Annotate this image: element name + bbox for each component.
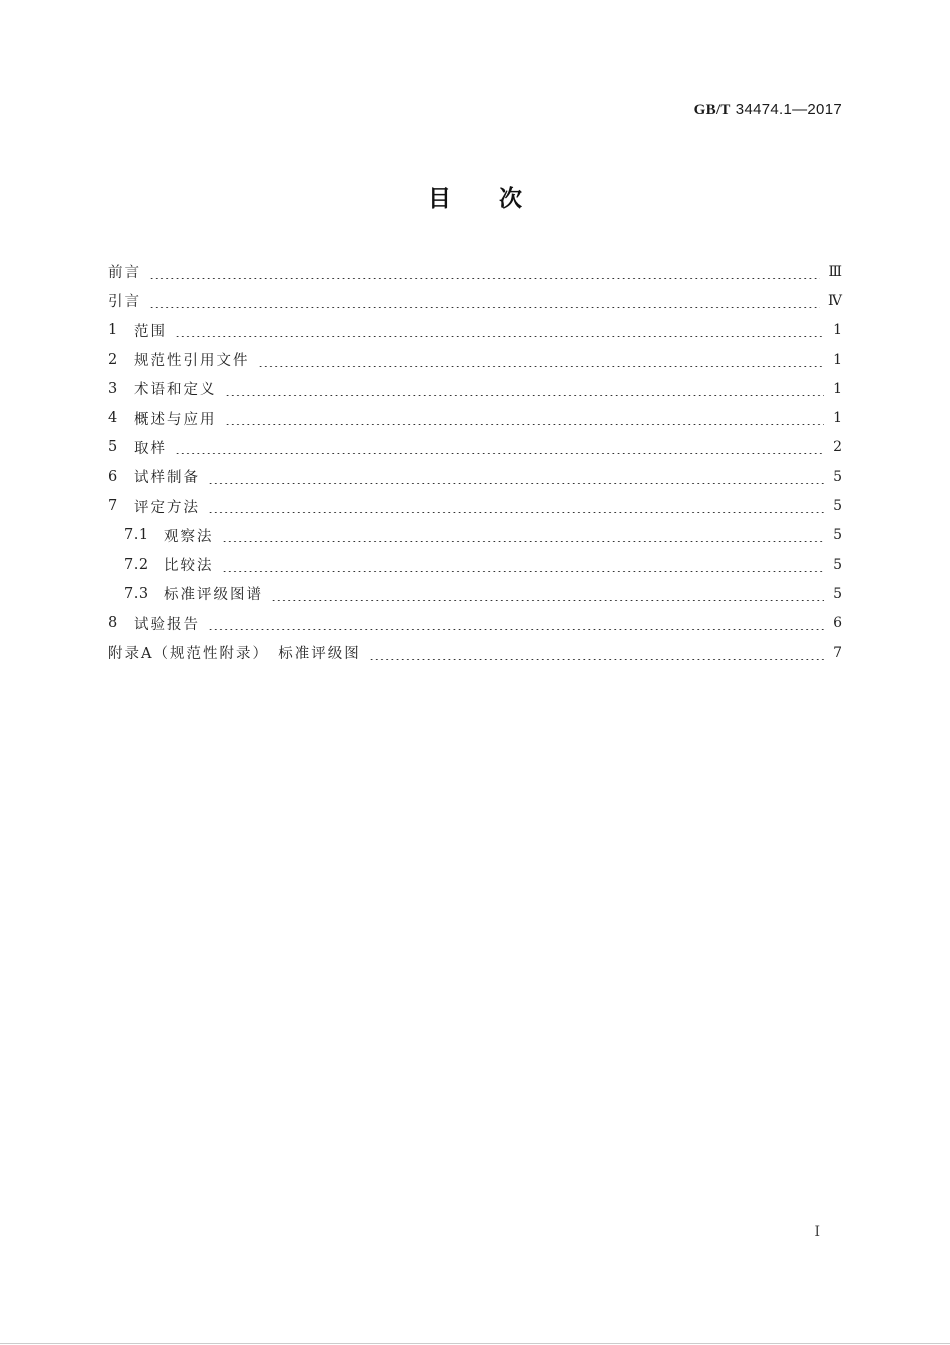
toc-entry-label: 试样制备 (134, 470, 200, 487)
toc-entry-label: 引言 (108, 294, 141, 311)
toc-entry-5[interactable] (108, 433, 842, 462)
toc-entry-label: 范围 (134, 323, 167, 340)
toc-entry-number: 5 (108, 439, 119, 456)
toc-entry-label: 观察法 (164, 528, 214, 545)
toc-entry-number: 8 (108, 615, 119, 632)
toc-entry-page: 7 (833, 644, 842, 661)
toc-entry-number: 7.3 (124, 585, 149, 602)
toc-entry-page: 1 (833, 380, 842, 397)
dot-leader (208, 499, 824, 513)
toc-entry-page: 1 (833, 410, 842, 427)
toc-entry-label: 比较法 (164, 558, 214, 575)
toc-entry-page: 6 (833, 615, 842, 632)
toc-entry-number: 7.2 (124, 556, 149, 573)
toc-entry-number: 7.1 (124, 527, 149, 544)
dot-leader (149, 265, 820, 279)
toc-entry-page: 1 (833, 322, 842, 339)
toc-entry-page: 2 (833, 439, 842, 456)
page-bottom-rule (0, 1343, 950, 1344)
toc-entry-label: 评定方法 (134, 499, 200, 516)
toc-entry-label: 标准评级图谱 (164, 587, 263, 604)
toc-entry-page: 5 (833, 498, 842, 515)
toc-entry-number: 3 (108, 380, 119, 397)
dot-leader (175, 440, 824, 454)
dot-leader (175, 323, 824, 337)
dot-leader (225, 382, 825, 396)
dot-leader (369, 646, 824, 660)
toc-entry-page: 5 (833, 468, 842, 485)
toc-entry-page: 1 (833, 351, 842, 368)
dot-leader (258, 353, 825, 367)
toc-entry-7-3[interactable] (108, 579, 842, 608)
dot-leader (222, 558, 825, 572)
toc-entry-page: 5 (833, 527, 842, 544)
standard-number: 34474.1—2017 (735, 101, 842, 118)
dot-leader (208, 470, 824, 484)
toc-entry-7-1[interactable] (108, 521, 842, 550)
dot-leader (222, 528, 825, 542)
toc-entry-page: 5 (833, 585, 842, 602)
toc-entry-3[interactable] (108, 374, 842, 403)
toc-entry-annex-a[interactable] (108, 638, 842, 667)
toc-entry-label: 前言 (108, 265, 141, 282)
dot-leader (149, 294, 820, 308)
toc-entry-label: 概述与应用 (134, 411, 217, 428)
standard-prefix: GB/T (693, 102, 731, 118)
toc-entry-label: 规范性引用文件 (134, 353, 250, 370)
toc-entry-8[interactable] (108, 609, 842, 638)
toc-entry-2[interactable] (108, 345, 842, 374)
standard-code (694, 100, 842, 119)
toc-entry-number: 6 (108, 468, 119, 485)
toc-entry-7-2[interactable] (108, 550, 842, 579)
toc-entry-page: Ⅲ (828, 263, 842, 280)
toc-entry-page: Ⅳ (828, 292, 842, 309)
dot-leader (225, 411, 825, 425)
toc-entry-1[interactable] (108, 316, 842, 345)
page-number: I (814, 1224, 820, 1240)
toc-entry-introduction[interactable] (108, 286, 842, 315)
toc-entry-label: 术语和定义 (134, 382, 217, 399)
toc-entry-7[interactable] (108, 491, 842, 520)
toc-entry-number: 1 (108, 322, 119, 339)
toc-entry-label: 试验报告 (134, 616, 200, 633)
toc-entry-foreword[interactable] (108, 257, 842, 286)
dot-leader (271, 587, 824, 601)
toc-entry-page: 5 (833, 556, 842, 573)
dot-leader (208, 616, 824, 630)
toc-entry-number: 2 (108, 351, 119, 368)
toc-entry-6[interactable] (108, 462, 842, 491)
toc-entry-label: 附录A（规范性附录） 标准评级图 (108, 646, 361, 662)
toc-entry-number: 4 (108, 410, 119, 427)
toc-entry-4[interactable] (108, 403, 842, 432)
toc-title: 目次 (428, 186, 570, 212)
toc-entry-label: 取样 (134, 440, 167, 457)
toc-entry-number: 7 (108, 498, 119, 515)
table-of-contents (108, 257, 842, 667)
